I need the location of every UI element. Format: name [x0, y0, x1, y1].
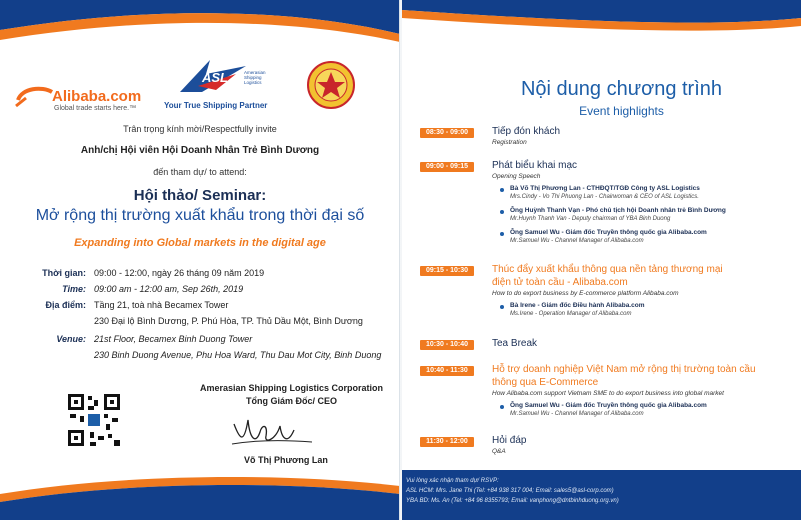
speaker-bullet-icon — [500, 210, 504, 214]
alibaba-tagline: Global trade starts here.™ — [54, 105, 137, 112]
company-name: Amerasian Shipping Logistics Corporation — [200, 383, 384, 393]
detail-value: 230 Binh Duong Avenue, Phu Hoa Ward, Thu Dau Mot City, Binh Duong — [94, 350, 382, 360]
time-badge: 09:00 - 09:15 — [420, 162, 474, 172]
time-badge: 11:30 - 12:00 — [420, 437, 474, 447]
agenda-page — [402, 0, 801, 520]
agenda-item-title: Phát biểu khai mạc — [492, 160, 578, 171]
time-badge: 10:30 - 10:40 — [420, 340, 474, 350]
detail-label: Time: — [62, 284, 86, 294]
yba-emblem-icon — [306, 60, 356, 110]
rsvp-heading: Vui lòng xác nhận tham dự/ RSVP: — [406, 478, 499, 484]
agenda-item-english: Q&A — [492, 448, 506, 455]
detail-label: Thời gian: — [42, 268, 86, 278]
detail-value: 21st Floor, Becamex Binh Duong Tower — [94, 334, 253, 344]
speaker-name-english: Ms.Irene - Operation Manager of Alibaba.com — [510, 311, 632, 317]
top-wave-decoration — [0, 0, 400, 60]
speaker-name: Ông Huỳnh Thanh Vạn - Phó chủ tịch hội Doanh nhân trẻ Bình Dương — [510, 207, 726, 214]
asl-logo-small: Amerasian Shipping Logistics — [244, 70, 266, 85]
detail-value: Tầng 21, toà nhà Becamex Tower — [94, 300, 229, 310]
speaker-bullet-icon — [500, 232, 504, 236]
agenda-item-english: How to do export business by E-commerce platform Alibaba.com — [492, 290, 679, 297]
time-badge: 10:40 - 11:30 — [420, 366, 474, 376]
time-badge: 08:30 - 09:00 — [420, 128, 474, 138]
agenda-title: Nội dung chương trình — [520, 78, 723, 100]
agenda-item-title: Tiếp đón khách — [492, 126, 561, 137]
seminar-title-vi: Mở rộng thị trường xuất khẩu trong thời đại số — [35, 207, 365, 224]
time-badge: 09:15 - 10:30 — [420, 266, 474, 276]
agenda-item-title: Hỗ trợ doanh nghiệp Việt Nam mở rộng thị trường toàn cầu — [492, 364, 756, 375]
speaker-bullet-icon — [500, 305, 504, 309]
speaker-name: Bà Irene - Giám đốc Điều hành Alibaba.com — [510, 302, 645, 309]
speaker-name-english: Mr.Samuel Wu - Channel Manager of Alibaba.com — [510, 238, 644, 244]
detail-value: 09:00 - 12:00, ngày 26 tháng 09 năm 2019 — [94, 268, 265, 278]
detail-value: 230 Đại lộ Bình Dương, P. Phú Hòa, TP. Thủ Dầu Một, Bình Dương — [94, 316, 363, 326]
event-details — [0, 268, 400, 378]
rsvp-contact-yba: YBA BD: Ms. An (Tel: +84 96 8355793; Email: vanphong@dntbinhduong.org.vn) — [406, 498, 619, 504]
rsvp-contact-asl: ASL HCM: Mrs. Jane Thi (Tel: +84 938 317 004; Email: sales5@asl-corp.com) — [406, 488, 614, 494]
detail-label: Venue: — [56, 334, 86, 344]
bottom-wave-decoration — [0, 460, 400, 520]
agenda-item-title-line2: điện tử toàn cầu - Alibaba.com — [492, 277, 628, 288]
speaker-name-english: Mr.Samuel Wu - Channel Manager of Alibaba.com — [510, 411, 644, 417]
seminar-label: Hội thảo/ Seminar: — [133, 187, 267, 204]
speaker-name: Bà Võ Thị Phương Lan - CTHĐQT/TGĐ Công ty ASL Logistics — [510, 185, 700, 192]
speaker-name: Ông Samuel Wu - Giám đốc Truyền thông quốc gia Alibaba.com — [510, 402, 707, 409]
signature — [226, 410, 316, 450]
speaker-bullet-icon — [500, 188, 504, 192]
agenda-item-title: Tea Break — [492, 338, 538, 349]
agenda-top-wave — [402, 0, 801, 48]
speaker-bullet-icon — [500, 405, 504, 409]
agenda-item-english: Registration — [492, 139, 527, 146]
invitation-page — [0, 0, 400, 520]
invite-line: Trân trọng kính mời/Respectfully invite — [123, 124, 277, 134]
agenda-item-title: Hỏi đáp — [492, 435, 527, 446]
asl-tagline: Your True Shipping Partner — [164, 101, 268, 110]
agenda-item-english: How Alibaba.com support Vietnam SME to do export business into global market — [492, 390, 724, 397]
speaker-name-english: Mr.Huynh Thanh Van - Deputy chairman of YBA Binh Duong — [510, 216, 671, 222]
signer-name: Võ Thị Phương Lan — [244, 455, 328, 465]
attend-line: đến tham dự/ to attend: — [153, 167, 247, 177]
agenda-item-title: Thúc đẩy xuất khẩu thông qua nền tảng thương mại — [492, 264, 723, 275]
detail-label: Địa điểm: — [45, 300, 86, 310]
speaker-name: Ông Samuel Wu - Giám đốc Truyền thông quốc gia Alibaba.com — [510, 229, 707, 236]
agenda-item-english: Opening Speech — [492, 173, 541, 180]
seminar-title-en: Expanding into Global markets in the digital age — [74, 237, 326, 249]
speaker-name-english: Mrs.Cindy - Vo Thi Phuong Lan - Chairwoman & CEO of ASL Logistics. — [510, 194, 699, 200]
alibaba-logo-text: Alibaba.com — [52, 88, 142, 105]
asl-logo — [150, 56, 280, 116]
asl-logo-text: ASL — [202, 70, 228, 85]
detail-value: 09:00 am - 12:00 am, Sep 26th, 2019 — [94, 284, 244, 294]
agenda-subtitle: Event highlights — [579, 104, 664, 118]
agenda-item-title-line2: thông qua E-Commerce — [492, 377, 599, 388]
alibaba-smile-icon — [12, 84, 56, 110]
rsvp-footer — [402, 470, 801, 520]
qr-code — [66, 392, 122, 448]
invitee-name: Anh/chị Hội viên Hội Doanh Nhân Trẻ Bình Dương — [80, 145, 320, 156]
ceo-position: Tổng Giám Đốc/ CEO — [246, 396, 338, 406]
